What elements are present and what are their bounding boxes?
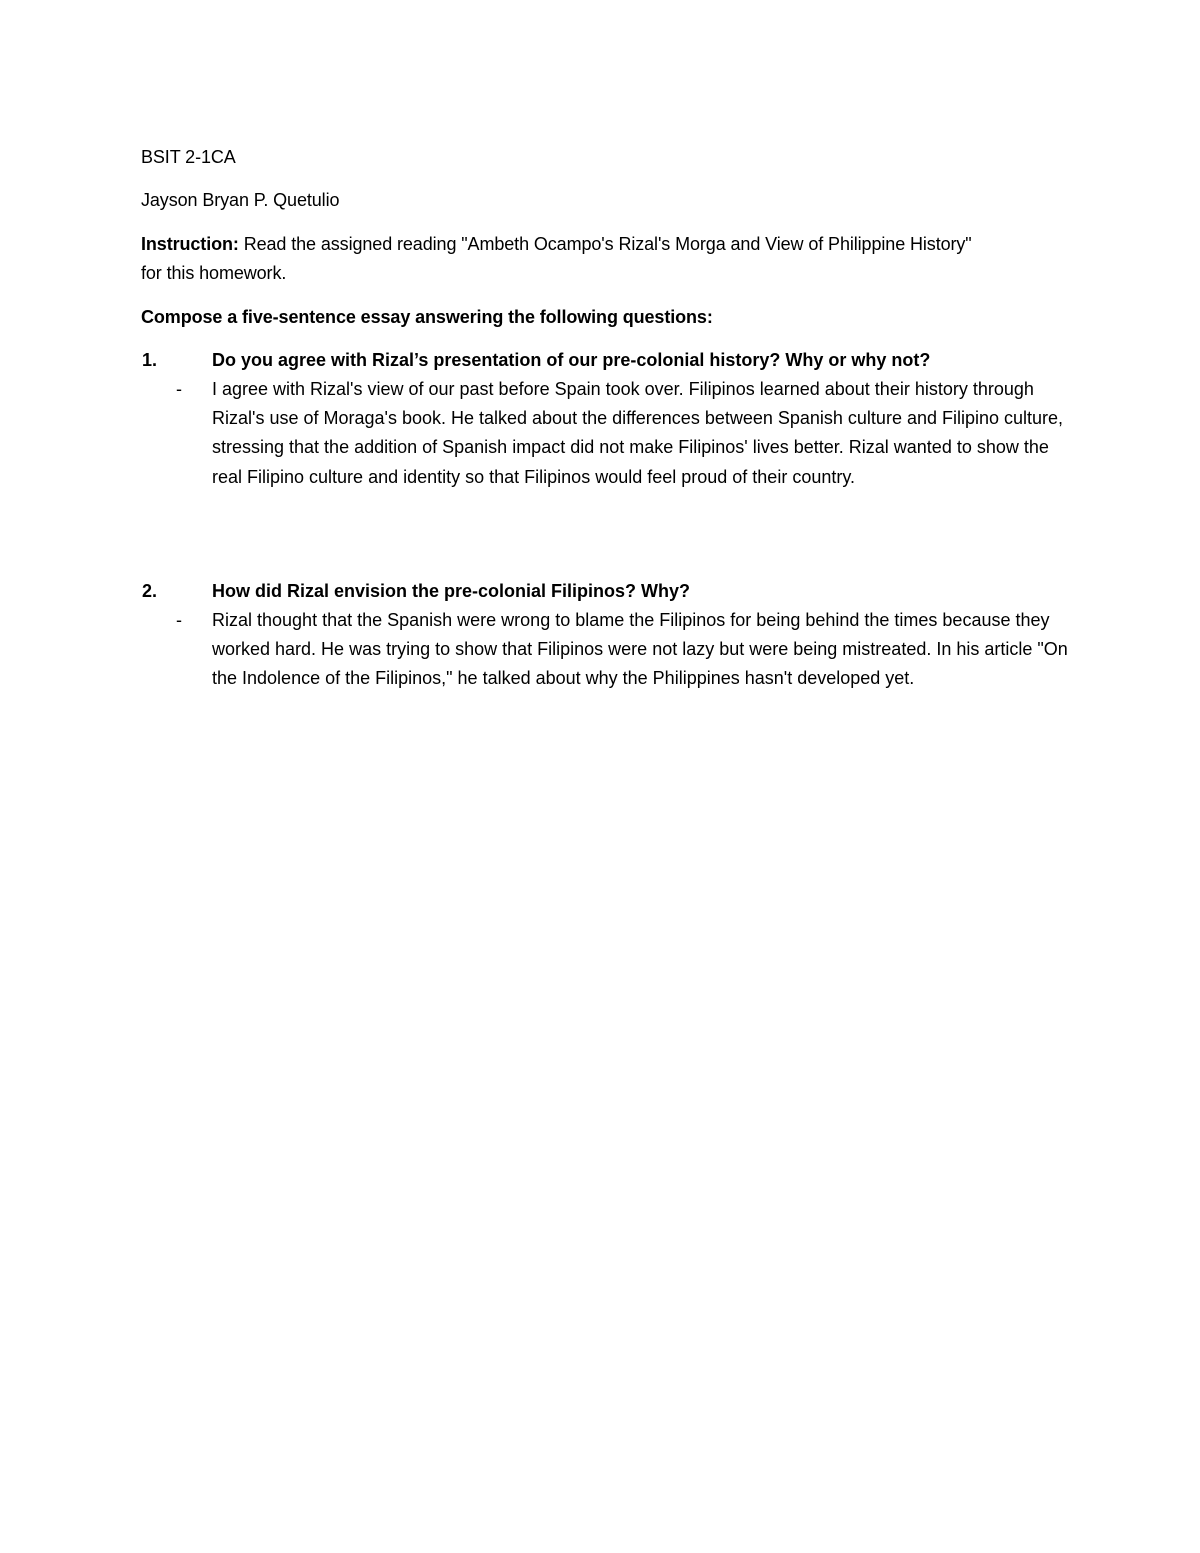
question-1-number: 1.	[142, 350, 158, 370]
answer-2-bullet: -	[176, 610, 182, 630]
answer-1-bullet: -	[176, 379, 182, 399]
compose-heading: Compose a five-sentence essay answering the following questions:	[141, 307, 713, 327]
instruction-line	[141, 230, 972, 259]
student-name: Jayson Bryan P. Quetulio	[141, 190, 340, 210]
question-2-text: How did Rizal envision the pre-colonial Filipinos? Why?	[212, 581, 691, 601]
class-section: BSIT 2-1CA	[141, 147, 236, 167]
answer-1-text: I agree with Rizal's view of our past before Spain took over. Filipinos learned about their history through Rizal's use of Moraga's book. He talked about the differences between Spanish culture and Filipino culture, stressing that the addition of Spanish impact did not make Filipinos' lives better. Rizal wanted to show the real Filipino culture and identity so that Filipinos would feel proud of their country.	[212, 379, 1064, 487]
question-1-text: Do you agree with Rizal’s presentation of our pre-colonial history? Why or why not?	[212, 350, 931, 370]
instruction-label: Instruction:	[141, 234, 239, 254]
instruction-continuation: for this homework.	[141, 263, 287, 283]
instruction-text: Read the assigned reading "Ambeth Ocampo's Rizal's Morga and View of Philippine History"	[238, 234, 972, 254]
answer-2-text: Rizal thought that the Spanish were wrong to blame the Filipinos for being behind the times because they worked hard. He was trying to show that Filipinos were not lazy but were being mistreated. In his article "On the Indolence of the Filipinos," he talked about why the Philippines hasn't developed yet.	[212, 610, 1068, 689]
question-2-number: 2.	[142, 581, 158, 601]
